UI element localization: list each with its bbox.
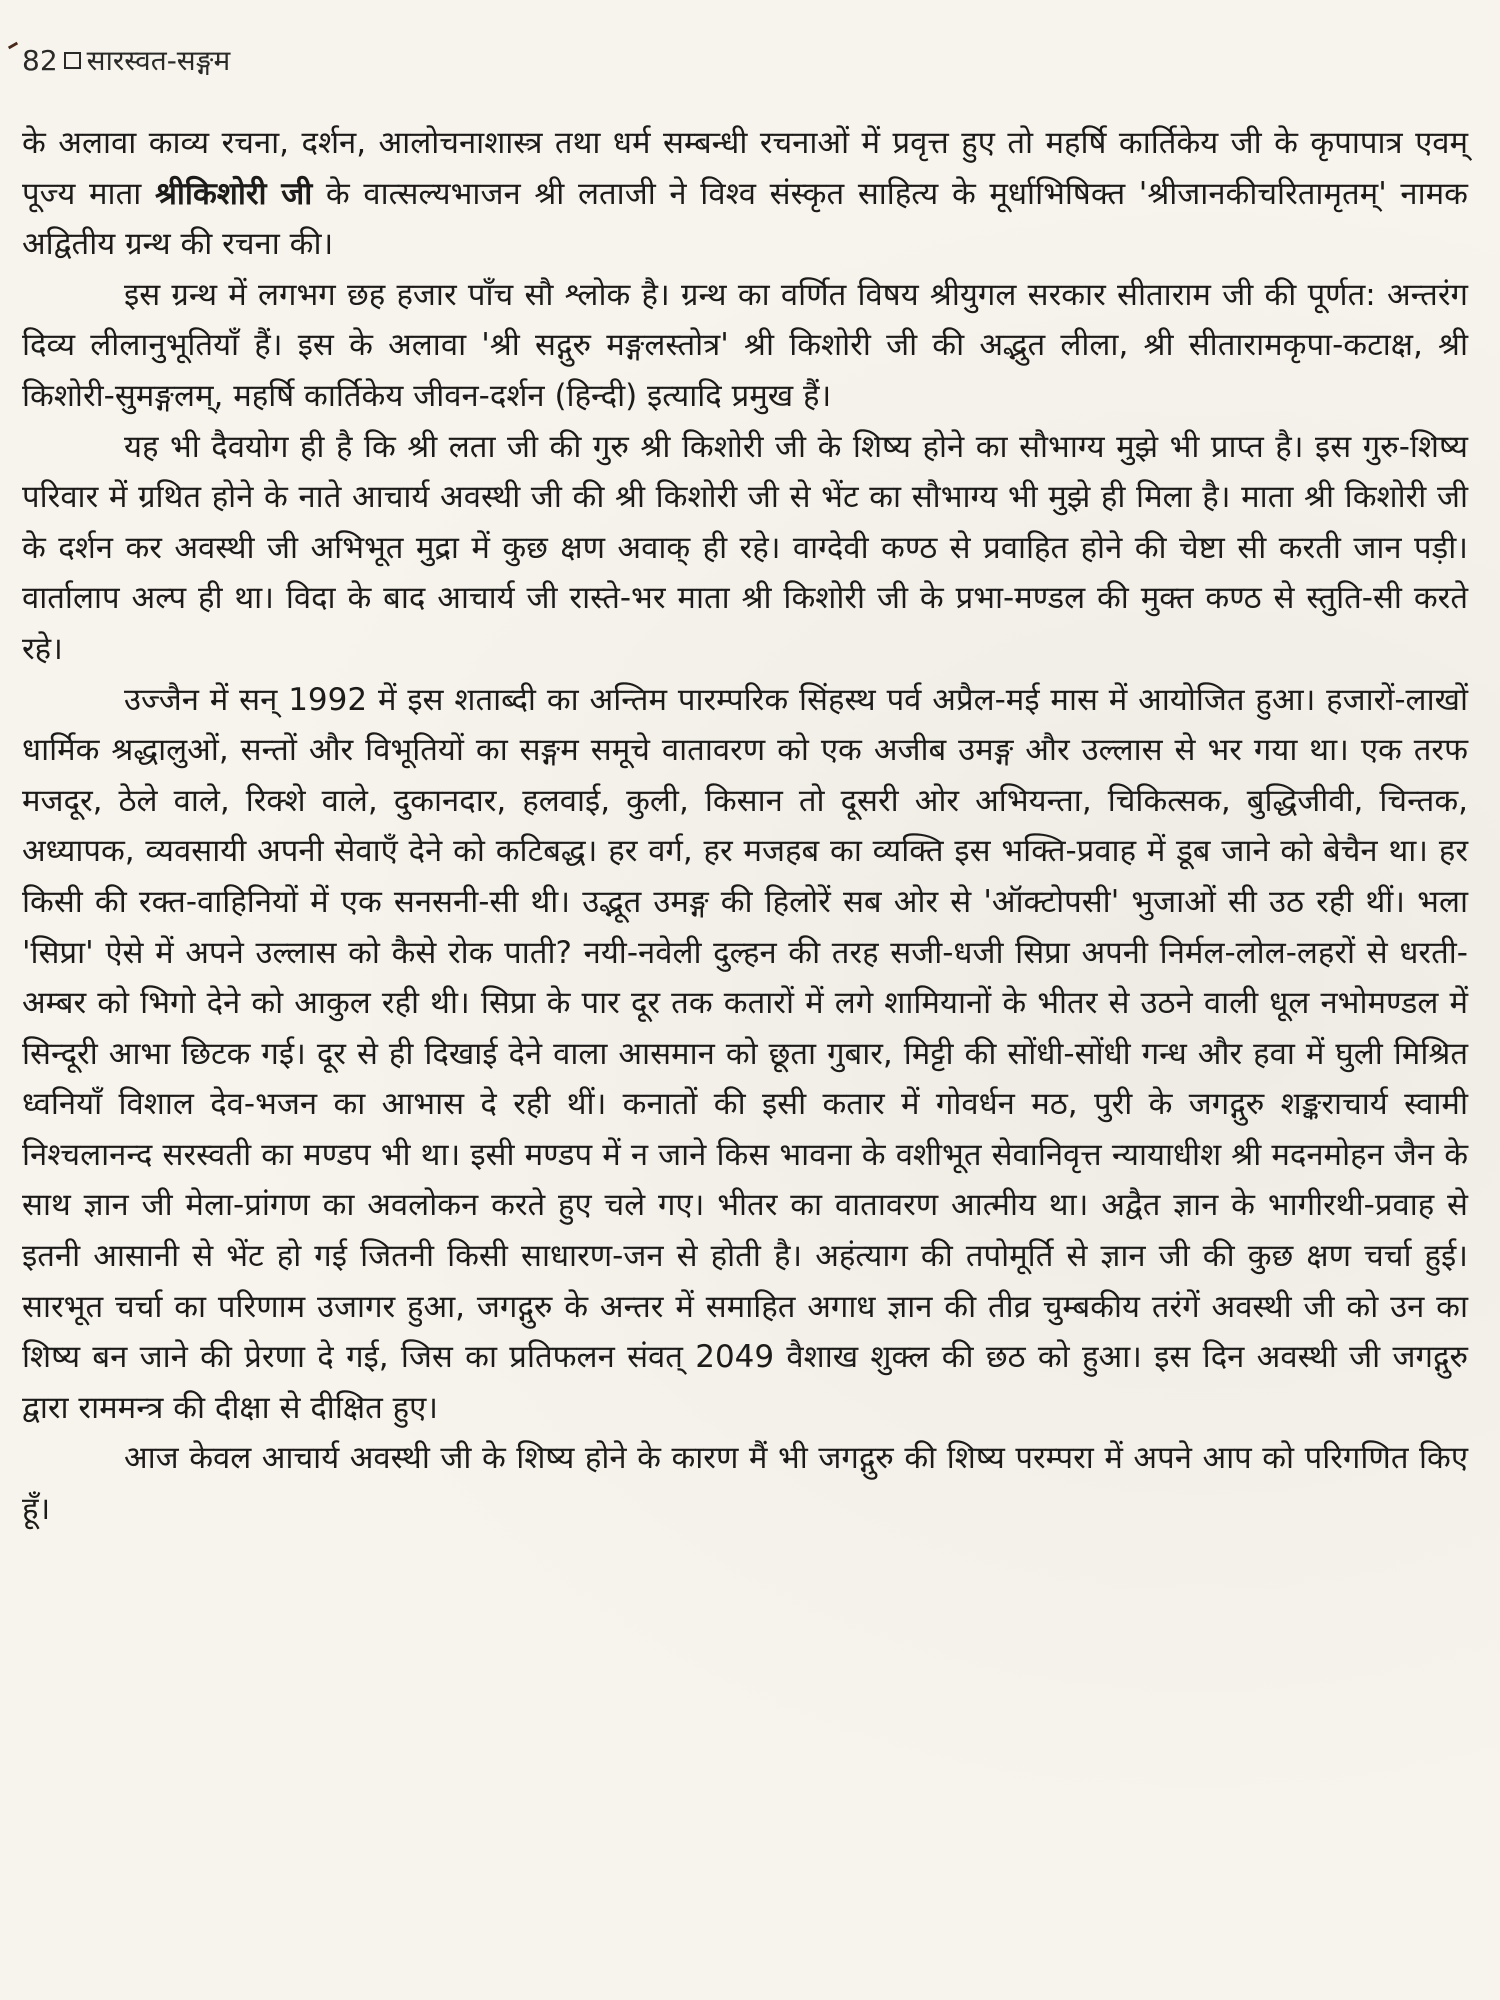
body-text [22, 118, 1468, 1535]
paragraph-1-part-1: के अलावा काव्य रचना, दर्शन, आलोचनाशास्त्र तथा धर्म सम्बन्धी रचनाओं में प्रवृत्त हुए तो महर्षि कार्तिकेय जी के कृपापात्र एवम् पूज्य माता [22, 125, 1468, 212]
paragraph-5: आज केवल आचार्य अवस्थी जी के शिष्य होने के कारण मैं भी जगद्गुरु की शिष्य परम्परा में अपने आप को परिगणित किए हूँ। [22, 1440, 1468, 1528]
corner-mark [8, 42, 18, 50]
paragraph-1-part-3: के वात्सल्यभाजन श्री लताजी ने विश्व संस्कृत साहित्य के मूर्धाभिषिक्त 'श्रीजानकीचरितामृतम्' नामक अद्वितीय ग्रन्थ की रचना की। [22, 175, 1468, 263]
square-bullet-icon [64, 52, 81, 69]
paragraph-4: उज्जैन में सन् 1992 में इस शताब्दी का अन्तिम पारम्परिक सिंहस्थ पर्व अप्रैल-मई मास में आयोजित हुआ। हजारों-लाखों धार्मिक श्रद्धालुओं, सन्तों और विभूतियों का सङ्गम समूचे वातावरण को एक अजीब उमङ्ग और उल्लास से भर गया था। एक तरफ मजदूर, ठेले वाले, रिक्शे वाले, दुकानदार, हलवाई, कुली, किसान तो दूसरी ओर अभियन्ता, चिकित्सक, बुद्धिजीवी, चिन्तक, अध्यापक, व्यवसायी अपनी सेवाएँ देने को कटिबद्ध। हर वर्ग, हर मजहब का व्यक्ति इस भक्ति-प्रवाह में डूब जाने को बेचैन था। हर किसी की रक्त-वाहिनियों में एक सनसनी-सी थी। उद्भूत उमङ्ग की हिलोरें सब ओर से 'ऑक्टोपसी' भुजाओं सी उठ रही थीं। भला 'सिप्रा' ऐसे में अपने उल्लास को कैसे रोक पाती? नयी-नवेली दुल्हन की तरह सजी-धजी सिप्रा अपनी निर्मल-लोल-लहरों से धरती-अम्बर को भिगो देने को आकुल रही थी। सिप्रा के पार दूर तक कतारों में लगे शामियानों के भीतर से उठने वाली धूल नभोमण्डल में सिन्दूरी आभा छिटक गई। दूर से ही दिखाई देने वाला आसमान को छूता गुबार, मिट्टी की सोंधी-सोंधी गन्ध और हवा में घुली मिश्रित ध्वनियाँ विशाल देव-भजन का आभास दे रही थीं। कनातों की इसी कतार में गोवर्धन मठ, पुरी के जगद्गुरु शङ्कराचार्य स्वामी निश्चलानन्द सरस्वती का मण्डप भी था। इसी मण्डप में न जाने किस भावना के वशीभूत सेवानिवृत्त न्यायाधीश श्री मदनमोहन जैन के साथ ज्ञान जी मेला-प्रांगण का अवलोकन करते हुए चले गए। भीतर का वातावरण आत्मीय था। अद्वैत ज्ञान के भागीरथी-प्रवाह से इतनी आसानी से भेंट हो गई जितनी किसी साधारण-जन से होती है। अहंत्याग की तपोमूर्ति से ज्ञान जी की कुछ क्षण चर्चा हुई। सारभूत चर्चा का परिणाम उजागर हुआ, जगद्गुरु के अन्तर में समाहित अगाध ज्ञान की तीव्र चुम्बकीय तरंगें अवस्थी जी को उन का शिष्य बन जाने की प्रेरणा दे गई, जिस का प्रतिफलन संवत् 2049 वैशाख शुक्ल की छठ को हुआ। इस दिन अवस्थी जी जगद्गुरु द्वारा राममन्त्र की दीक्षा से दीक्षित हुए। [22, 681, 1468, 1426]
running-title: सारस्वत-सङ्गम [86, 44, 231, 77]
paragraph-2: इस ग्रन्थ में लगभग छह हजार पाँच सौ श्लोक है। ग्रन्थ का वर्णित विषय श्रीयुगल सरकार सीताराम जी की पूर्णत: अन्तरंग दिव्य लीलानुभूतियाँ हैं। इस के अलावा 'श्री सद्गुरु मङ्गलस्तोत्र' श्री किशोरी जी की अद्भुत लीला, श्री सीतारामकृपा-कटाक्ष, श्री किशोरी-सुमङ्गलम्, महर्षि कार्तिकेय जीवन-दर्शन (हिन्दी) इत्यादि प्रमुख हैं। [22, 276, 1468, 414]
page-number: 82 [22, 43, 58, 77]
page-header [22, 40, 230, 80]
paragraph-3: यह भी दैवयोग ही है कि श्री लता जी की गुरु श्री किशोरी जी के शिष्य होने का सौभाग्य मुझे भी प्राप्त है। इस गुरु-शिष्य परिवार में ग्रथित होने के नाते आचार्य अवस्थी जी की श्री किशोरी जी से भेंट का सौभाग्य भी मुझे ही मिला है। माता श्री किशोरी जी के दर्शन कर अवस्थी जी अभिभूत मुद्रा में कुछ क्षण अवाक् ही रहे। वाग्देवी कण्ठ से प्रवाहित होने की चेष्टा सी करती जान पड़ी। वार्तालाप अल्प ही था। विदा के बाद आचार्य जी रास्ते-भर माता श्री किशोरी जी के प्रभा-मण्डल की मुक्त कण्ठ से स्तुति-सी करते रहे। [22, 428, 1468, 667]
paragraph-1 [22, 118, 1468, 270]
bold-name-shrikishori: श्रीकिशोरी जी [154, 175, 313, 212]
